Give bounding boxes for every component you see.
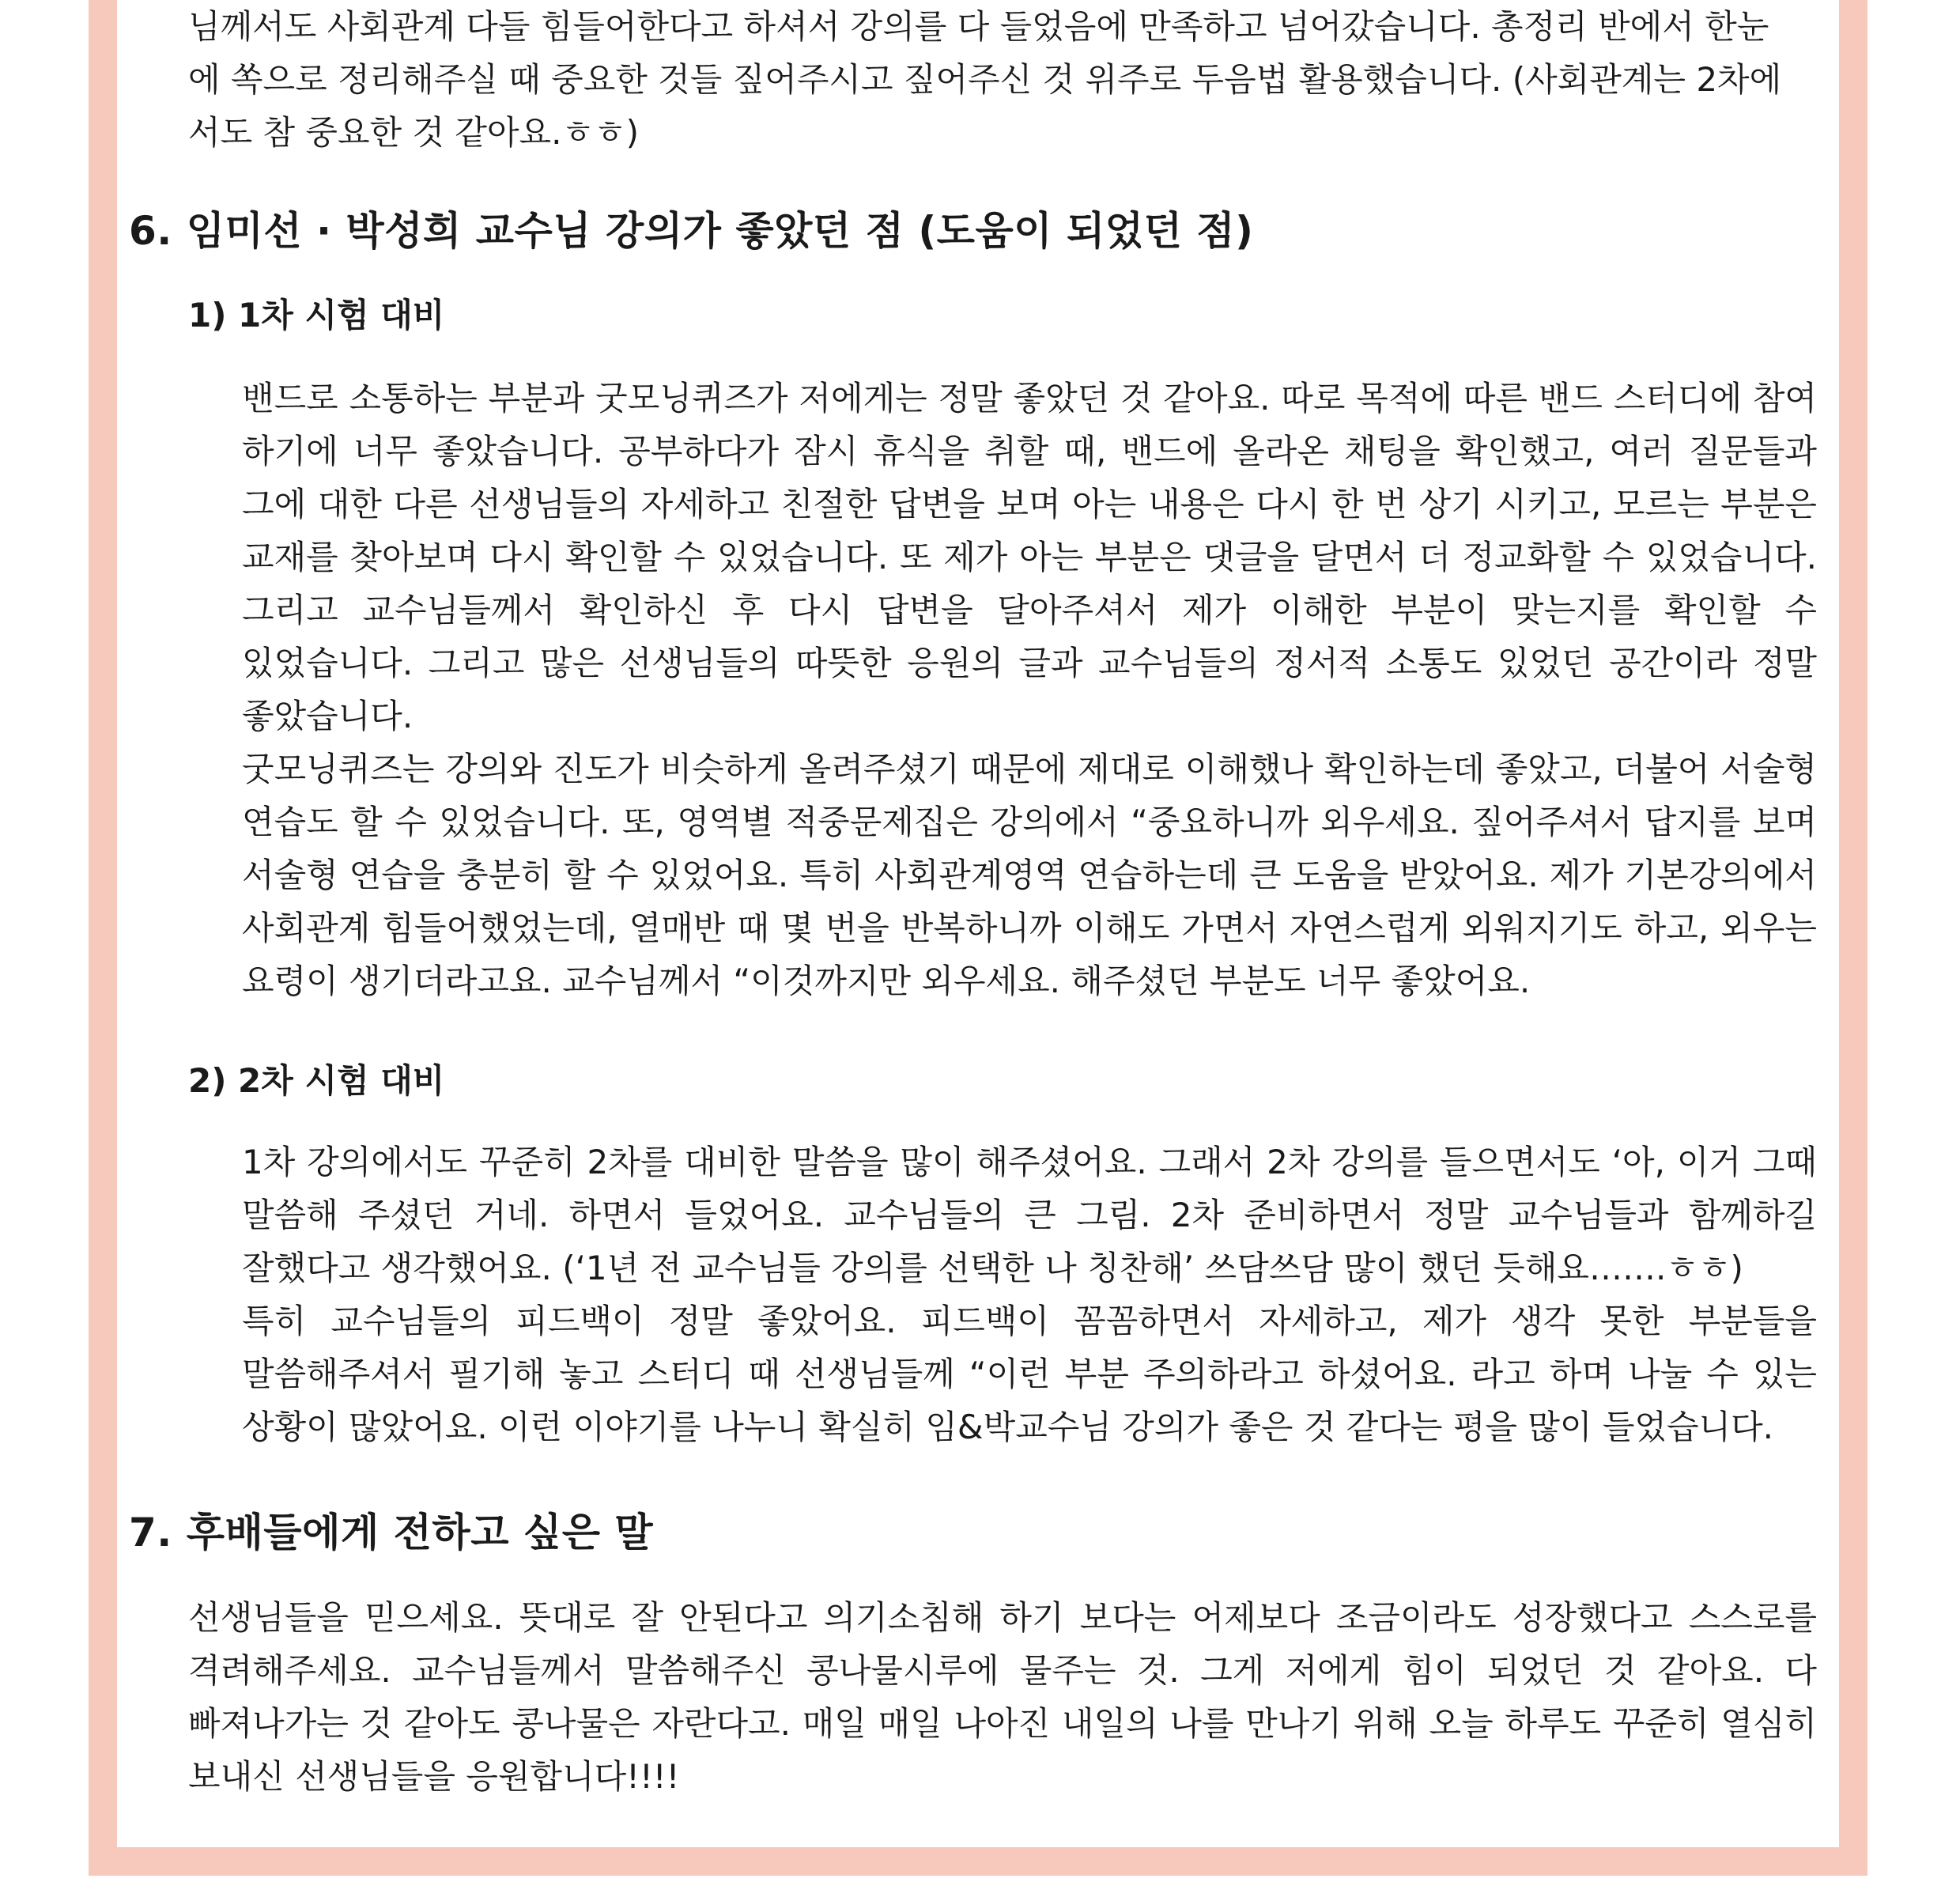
paragraph-message-to-juniors: 선생님들을 믿으세요. 뜻대로 잘 안된다고 의기소침해 하기 보다는 어제보다 조금이라도 성장했다고 스스로를 격려해주세요. 교수님들께서 말씀해주신 콩나물시루에 물주는 것. 그게 저에게 힘이 되었던 것 같아요. 다 빠져나가는 것 같아도 콩나물은 자란다고. 매일 매일 나아진 내일의 나를 만나기 위해 오늘 하루도 꾸준히 열심히 보내신 선생님들을 응원합니다!!!! xyxy=(188,1598,1817,1796)
section-7-body xyxy=(188,1591,1817,1803)
paragraph-feedback: 특히 교수님들의 피드백이 정말 좋았어요. 피드백이 꼼꼼하면서 자세하고, 제가 생각 못한 부분들을 말씀해주셔서 필기해 놓고 스터디 때 선생님들께 “이런 부분 주의하라고 하셨어요. 라고 하며 나눌 수 있는 상황이 많았어요. 이런 이야기를 나누니 확실히 임&박교수님 강의가 좋은 것 같다는 평을 많이 들었습니다. xyxy=(242,1302,1817,1446)
intro-line: 서도 참 중요한 것 같아요.ㅎㅎ) xyxy=(188,113,640,152)
intro-line: 님께서도 사회관계 다들 힘들어한다고 하셔서 강의를 다 들었음에 만족하고 넘어갔습니다. 총정리 반에서 한눈 xyxy=(188,7,1769,46)
paragraph-good-morning-quiz: 굿모닝퀴즈는 강의와 진도가 비슷하게 올려주셨기 때문에 제대로 이해했나 확인하는데 좋았고, 더불어 서술형 연습도 할 수 있었습니다. 또, 영역별 적중문제집은 강의에서 “중요하니까 외우세요. 짚어주셔서 답지를 보며 서술형 연습을 충분히 할 수 있었어요. 특히 사회관계영역 연습하는데 큰 도움을 받았어요. 제가 기본강의에서 사회관계 힘들어했었는데, 열매반 때 몇 번을 반복하니까 이해도 가면서 자연스럽게 외워지기도 하고, 외우는 요령이 생기더라고요. 교수님께서 “이것까지만 외우세요. 해주셨던 부분도 너무 좋았어요. xyxy=(242,750,1817,1000)
paragraph-band-communication: 밴드로 소통하는 부분과 굿모닝퀴즈가 저에게는 정말 좋았던 것 같아요. 따로 목적에 따른 밴드 스터디에 참여 하기에 너무 좋았습니다. 공부하다가 잠시 휴식을 취할 때, 밴드에 올라온 채팅을 확인했고, 여러 질문들과 그에 대한 다른 선생님들의 자세하고 친절한 답변을 보며 아는 내용은 다시 한 번 상기 시키고, 모르는 부분은 교재를 찾아보며 다시 확인할 수 있었습니다. 또 제가 아는 부분은 댓글을 달면서 더 정교화할 수 있었습니다. 그리고 교수님들께서 확인하신 후 다시 답변을 달아주셔서 제가 이해한 부분이 맞는지를 확인할 수 있었습니다. 그리고 많은 선생님들의 따뜻한 응원의 글과 교수님들의 정서적 소통도 있었던 공간이라 정말 좋았습니다. xyxy=(242,379,1817,735)
subsection-2-heading: 2) 2차 시험 대비 xyxy=(188,1061,445,1100)
subsection-2-body xyxy=(242,1136,1817,1453)
section-6-heading: 6. 임미선 · 박성희 교수님 강의가 좋았던 점 (도움이 되었던 점) xyxy=(129,208,1254,254)
subsection-1-body xyxy=(242,372,1817,1007)
paragraph-second-exam-lectures: 1차 강의에서도 꾸준히 2차를 대비한 말씀을 많이 해주셨어요. 그래서 2차 강의를 들으면서도 ‘아, 이거 그때 말씀해 주셨던 거네. 하면서 들었어요. 교수님들의 큰 그림. 2차 준비하면서 정말 교수님들과 함께하길 잘했다고 생각했어요. (‘1년 전 교수님들 강의를 선택한 나 칭찬해’ 쓰담쓰담 많이 했던 듯해요…….ㅎㅎ) xyxy=(242,1143,1817,1287)
intro-paragraph xyxy=(188,0,1817,159)
intro-line: 에 쏙으로 정리해주실 때 중요한 것들 짚어주시고 짚어주신 것 위주로 두음법 활용했습니다. (사회관계는 2차에 xyxy=(188,60,1782,99)
subsection-1-heading: 1) 1차 시험 대비 xyxy=(188,296,445,334)
section-7-heading: 7. 후배들에게 전하고 싶은 말 xyxy=(129,1510,654,1555)
